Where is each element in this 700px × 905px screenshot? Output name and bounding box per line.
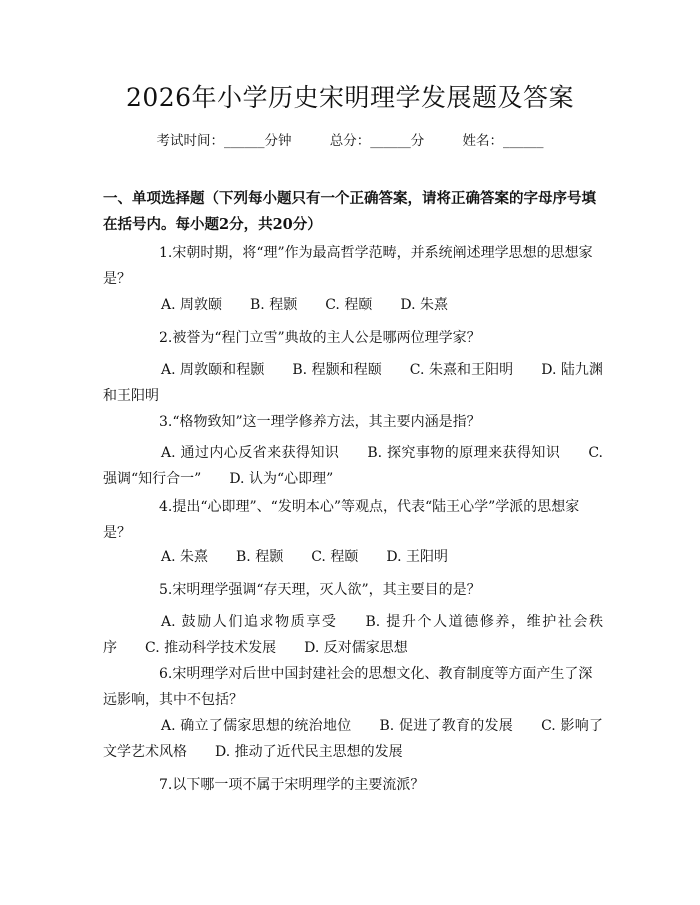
exam-time: 考试时间：______分钟	[156, 133, 292, 149]
option-a: A. 周敦颐和程颢	[161, 362, 265, 378]
option-b: B. 程颢	[250, 297, 298, 313]
option-c: C. 朱熹和王阳明	[409, 362, 514, 378]
question-number: 6.	[159, 666, 173, 682]
question-text: 以下哪一项不属于宋明理学的主要流派？	[172, 777, 425, 793]
option-a: A. 通过内心反省来获得知识	[161, 445, 340, 461]
option-b: B. 程颢	[236, 549, 284, 565]
student-name: 姓名：______	[462, 133, 544, 149]
option-d: D. 王阳明	[386, 549, 448, 565]
option-c: C. 强调“知行合一”	[103, 445, 603, 487]
question-2-options	[103, 357, 603, 409]
question-6	[103, 661, 603, 713]
total-score: 总分：______分	[329, 133, 425, 149]
question-text: 被誉为“程门立雪”典故的主人公是哪两位理学家？	[172, 330, 481, 346]
option-a: A. 确立了儒家思想的统治地位	[161, 718, 352, 734]
exam-info	[0, 131, 700, 151]
question-4-options	[103, 544, 603, 570]
option-b: B. 提升个人道德修养，维护社会秩序	[103, 614, 603, 656]
option-d: D. 反对儒家思想	[304, 640, 408, 656]
question-7	[103, 772, 603, 798]
question-3-options	[103, 440, 603, 492]
question-text: 宋明理学对后世中国封建社会的思想文化、教育制度等方面产生了深远影响，其中不包括？	[103, 666, 593, 708]
option-a: A. 鼓励人们追求物质享受	[161, 614, 338, 630]
option-c: C. 推动科学技术发展	[145, 640, 277, 656]
question-number: 4.	[159, 499, 173, 515]
page-title: 2026年小学历史宋明理学发展题及答案	[125, 83, 575, 112]
option-a: A. 朱熹	[161, 549, 209, 565]
question-text: 宋明理学强调“存天理，灭人欲”，其主要目的是？	[172, 582, 481, 598]
question-5	[103, 577, 603, 603]
option-d: D. 陆九渊和王阳明	[103, 362, 603, 404]
option-c: C. 程颐	[325, 297, 373, 313]
question-number: 2.	[159, 330, 173, 346]
option-b: B. 促进了教育的发展	[379, 718, 514, 734]
question-text: “格物致知”这一理学修养方法，其主要内涵是指？	[172, 414, 481, 430]
question-number: 7.	[159, 777, 173, 793]
section-heading: 一、单项选择题（下列每小题只有一个正确答案，请将正确答案的字母序号填在括号内。每小题2分，共20分）	[103, 190, 596, 233]
option-b: B. 程颢和程颐	[292, 362, 382, 378]
question-5-options	[103, 609, 603, 661]
option-c: C. 影响了文学艺术风格	[103, 718, 603, 760]
option-a: A. 周敦颐	[161, 297, 223, 313]
question-text: 提出“心即理”、“发明本心”等观点，代表“陆王心学”学派的思想家是？	[103, 499, 580, 541]
option-b: B. 探究事物的原理来获得知识	[367, 445, 561, 461]
question-3	[103, 409, 603, 435]
question-2	[103, 325, 603, 351]
question-6-options	[103, 713, 603, 765]
question-1-options	[103, 292, 603, 318]
question-1	[103, 240, 603, 292]
question-4	[103, 494, 603, 546]
question-number: 1.	[159, 245, 173, 261]
option-c: C. 程颐	[311, 549, 359, 565]
option-d: D. 认为“心即理”	[229, 471, 334, 487]
question-text: 宋朝时期，将“理”作为最高哲学范畴，并系统阐述理学思想的思想家是？	[103, 245, 593, 287]
question-number: 3.	[159, 414, 173, 430]
question-number: 5.	[159, 582, 173, 598]
option-d: D. 推动了近代民主思想的发展	[215, 744, 403, 760]
option-d: D. 朱熹	[400, 297, 448, 313]
